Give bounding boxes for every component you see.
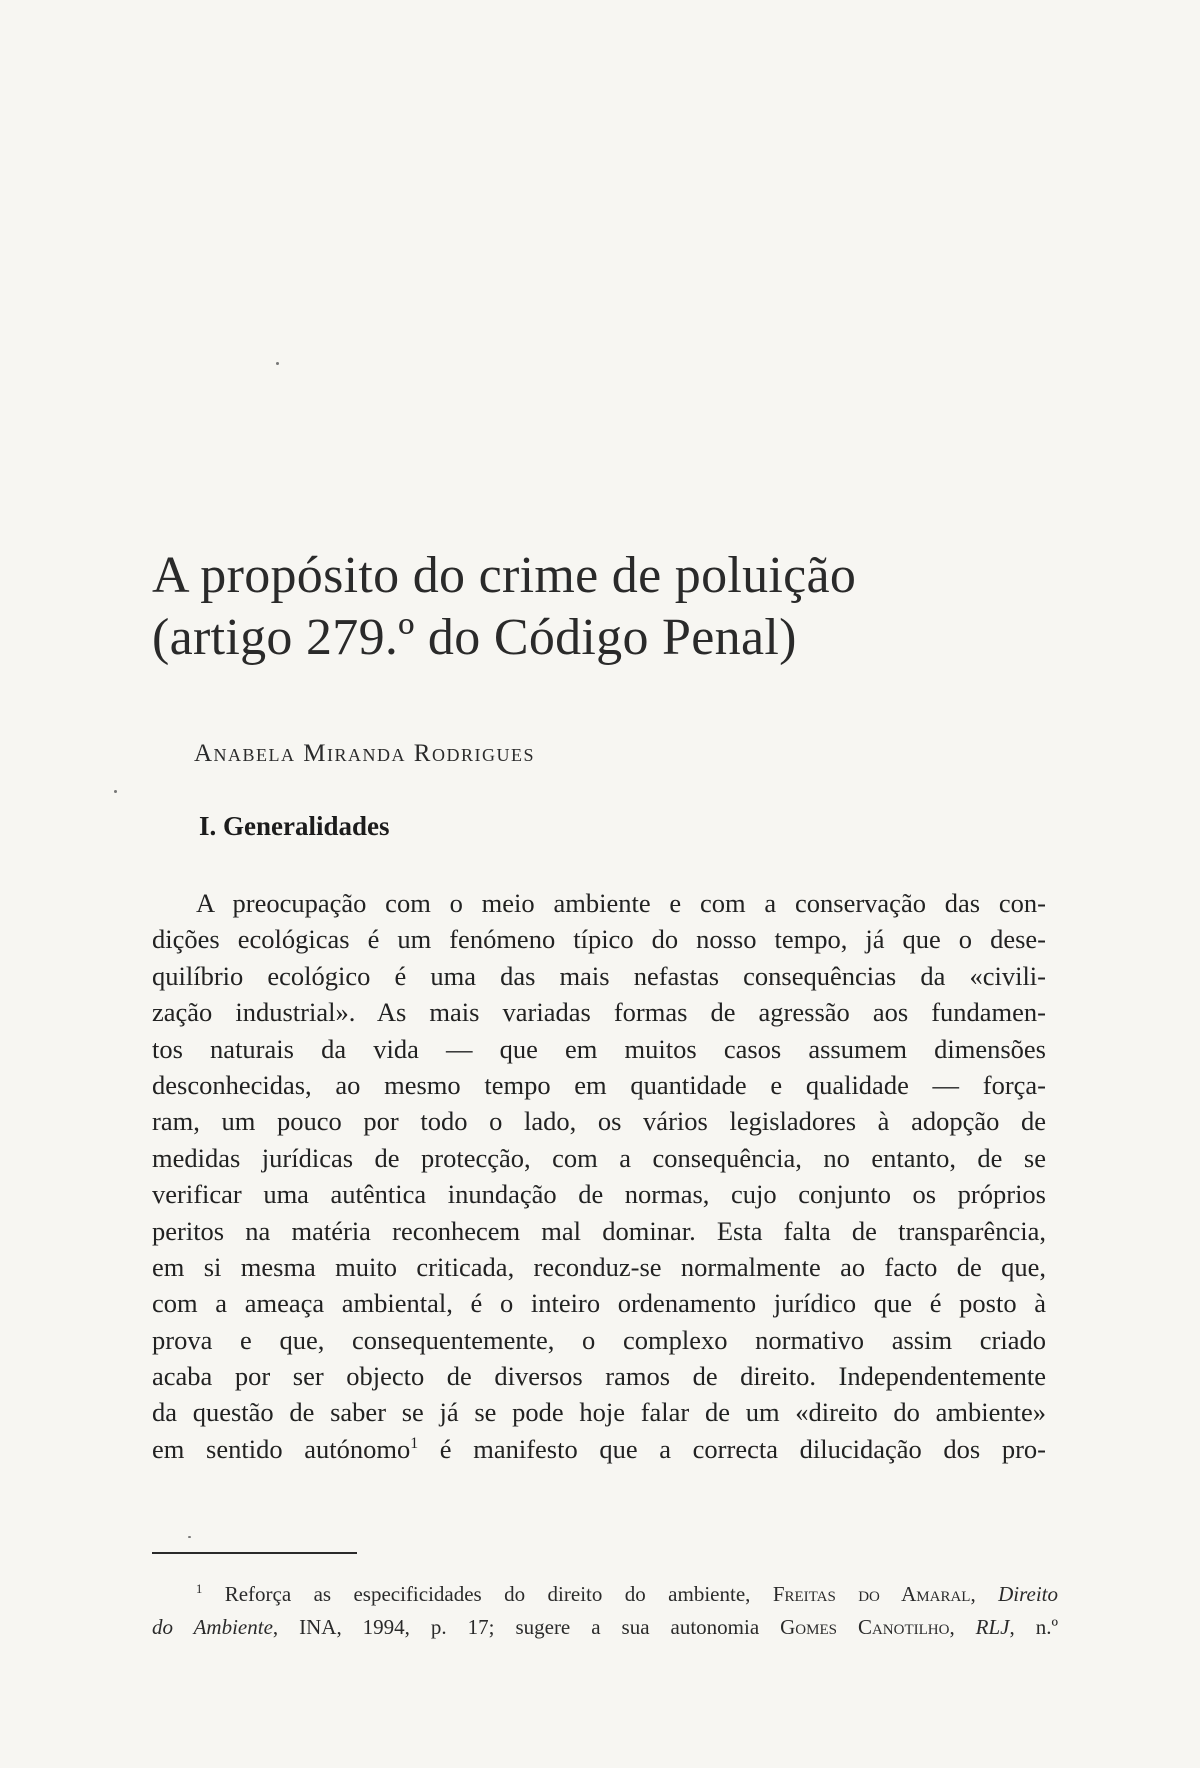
body-line: medidas jurídicas de protecção, com a consequência, no entanto, de se	[152, 1142, 1046, 1173]
footnote-line	[152, 1611, 1058, 1644]
body-line: tos naturais da vida — que em muitos casos assumem dimensões	[152, 1033, 1046, 1064]
footnote-separator	[152, 1552, 357, 1554]
footnote-line	[152, 1578, 1058, 1611]
footnote-text: Reforça as especificidades do direito do ambiente,	[202, 1582, 773, 1606]
footnote-text: , n.º	[1009, 1615, 1058, 1639]
scan-speck	[188, 1536, 191, 1538]
body-line: verificar uma autêntica inundação de normas, cujo conjunto os próprios	[152, 1179, 1046, 1210]
footnote-cited-journal: RLJ	[975, 1615, 1010, 1639]
body-line: prova e que, consequentemente, o complexo normativo assim criado	[152, 1324, 1046, 1355]
body-line: dições ecológicas é um fenómeno típico do nosso tempo, já que o dese-	[152, 924, 1046, 955]
body-line: quilíbrio ecológico é uma das mais nefastas consequências da «civili-	[152, 960, 1046, 991]
footnote-cited-work: do Ambiente	[152, 1615, 273, 1639]
footnote-text: , INA, 1994, p. 17; sugere a sua autonomia	[272, 1615, 781, 1639]
body-line: acaba por ser objecto de diversos ramos de direito. Independentemente	[152, 1361, 1046, 1392]
footnote-reference: 1	[410, 1435, 419, 1453]
footnote-cited-author: Freitas do Amaral	[772, 1582, 971, 1606]
footnote-marker: 1	[196, 1582, 203, 1596]
body-line: desconhecidas, ao mesmo tempo em quantidade e qualidade — força-	[152, 1069, 1046, 1100]
body-line: com a ameaça ambiental, é o inteiro ordenamento jurídico que é posto à	[152, 1288, 1046, 1319]
body-line: da questão de saber se já se pode hoje falar de um «direito do ambiente»	[152, 1397, 1046, 1428]
section-heading: I. Generalidades	[199, 811, 390, 841]
body-paragraph	[152, 885, 1046, 1467]
body-line-last	[152, 1431, 1046, 1467]
scan-speck	[114, 790, 117, 793]
body-line: ram, um pouco por todo o lado, os vários legisladores à adopção de	[152, 1106, 1046, 1137]
article-title	[152, 545, 1052, 669]
author-name: Anabela Miranda Rodrigues	[194, 740, 535, 767]
footnote	[152, 1578, 1058, 1644]
body-line: A preocupação com o meio ambiente e com a conservação das con-	[196, 888, 1046, 918]
footnote-cited-work: Direito	[998, 1582, 1058, 1606]
title-line-1: A propósito do crime de poluição	[152, 547, 857, 604]
body-line: zação industrial». As mais variadas formas de agressão aos fundamen-	[152, 997, 1046, 1028]
body-line: em si mesma muito criticada, reconduz-se normalmente ao facto de que,	[152, 1251, 1046, 1282]
body-line: peritos na matéria reconhecem mal dominar. Esta falta de transparência,	[152, 1215, 1046, 1246]
footnote-text: ,	[970, 1582, 999, 1606]
body-line-text: em sentido autónomo	[152, 1433, 411, 1464]
title-line-2: (artigo 279.º do Código Penal)	[152, 609, 797, 666]
footnote-cited-author: Gomes Canotilho	[780, 1615, 950, 1639]
body-line-text: é manifesto que a correcta dilucidação dos pro-	[418, 1433, 1046, 1464]
scan-speck	[276, 362, 279, 365]
footnote-text: ,	[949, 1615, 976, 1639]
